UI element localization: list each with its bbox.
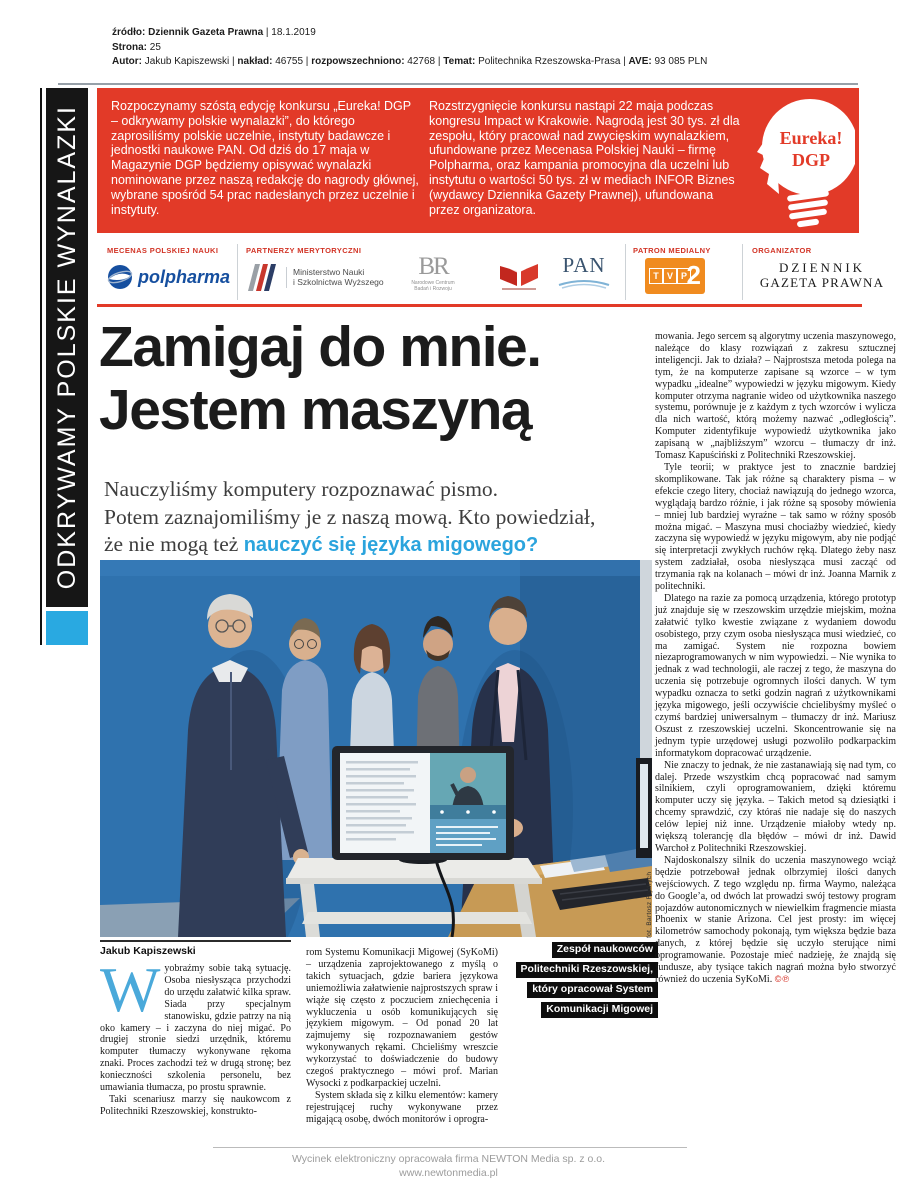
tvp-letter-p: P [677, 268, 691, 284]
series-sidebar [46, 88, 88, 607]
caption-line: który opracował System [470, 979, 658, 998]
body-paragraph: System składa się z kilku elementów: kamery rejestrującej ruchy wykonywane przez migającą osobę, dwóch monitorów i oprogra- [306, 1089, 498, 1125]
header-divider [58, 83, 858, 85]
tvp-letter-v: V [663, 268, 677, 284]
tvp2-logo [645, 258, 705, 294]
photo-caption [470, 939, 658, 1019]
drop-cap: W [100, 954, 161, 1025]
body-paragraph: mowania. Jego sercem są algorytmy uczenia maszynowego, należące do klasy rozwiązań z zakresu sztucznej inteligencji. Jak to działa? – Najprostsza metoda polega na tym, że na komputerze zapisane są wzorce – w tym wypadku „idealne” wypowiedzi w języku migowym. Kiedy komputer otrzyma nagranie wideo od użytkownika naszego systemu, porównuje je z każdym z tych wzorców i wylicza dla nich wartość, którą możemy nazwać „odległością”. Komputer zidentyfikuje wypowiedź użytkownika jako zapisaną w „najbliższym” wzorcu – tłumaczy dr inż. Tomasz Kapuściński z Politechniki Rzeszowskiej. [655, 331, 896, 462]
banner-prize-text: Rozstrzygnięcie konkursu nastąpi 22 maja podczas kongresu Impact w Krakowie. Nagrodą jest 30 tys. zł dla zespołu, który pracował nad zwycięskim wynalazkiem, ufundowane przez Mecenasa Polskiej Nauki – firmę Polpharma, oraz kampania promocyjna dla uczelni lub instytutu o wartości 50 tys. zł w mediach INFOR Biznes (wydawcy Dziennika Gazety Prawnej), ufundowana przez organizatora. [429, 99, 740, 217]
strip-divider [237, 244, 238, 300]
tvp-number-2: 2 [686, 260, 701, 290]
label-patron: PATRON MEDIALNY [633, 246, 711, 255]
contest-banner [97, 88, 859, 233]
standfirst [104, 476, 664, 560]
byline: Jakub Kapiszewski [100, 945, 196, 957]
meta-line-source: źródło: Dziennik Gazeta Prawna | 18.1.2019 [112, 27, 316, 38]
footer-line1: Wycinek elektroniczny opracowała firma NEWTON Media sp. z o.o. [291, 1153, 606, 1165]
ministry-name: Ministerstwo Nauki i Szkolnictwa Wyższego [286, 267, 384, 288]
body-paragraph: Tyle teorii; w praktyce jest to znacznie bardziej skomplikowane. Tak jak różne są charaktery pisma – w efekcie czego litery, chociaż nawiązują do jednego wzorca, wyglądają bardzo różnie, i jak różne są sposoby mówienia – mniej lub bardziej wyraźne – tak samo w różny sposób można migać. – Maszyna musi chociażby wiedzieć, kiedy zaczyna się wypowiedź w języku migowym, aby nie podjąć się interpretacji zwykłych ruchów ręką. Dlatego żeby nasz system zadziałał, osoba niesłysząca musi zacząć od trzymania rąk na kolanach – mówi dr inż. Joanna Marnik z politechniki. [655, 461, 896, 593]
partners-strip [97, 240, 885, 302]
pan-logo [555, 254, 613, 294]
article-photo [100, 560, 652, 937]
polpharma-logo [107, 264, 230, 290]
organizer-line2: GAZETA PRAWNA [759, 275, 885, 290]
banner-intro-text: Rozpoczynamy szóstą edycję konkursu „Eureka! DGP – odkrywamy polskie wynalazki”, do którego zaprosiliśmy polskie uczelnie, instytuty badawcze i jednostki naukowe PAN. Od dziś do 17 maja w Magazynie DGP będziemy opisywać wynalazki nominowane przez naszą redakcję do nagrody głównej, wybrane spośród 54 prac nadesłanych przez uczelnie i instytuty. [111, 99, 419, 217]
tvp-letter-t: T [649, 268, 663, 284]
article-column-3 [655, 331, 896, 1131]
body-paragraph: rom Systemu Komunikacji Migowej (SyKoMi) – urządzenia zaprojektowanego z myślą o takich sytuacjach, gdzie bariera językowa uniemożliwia załatwienie najprostszych spraw i wiąże się często z poczuciem zniechęcenia i wykluczenia u osób komunikujących się językiem migowym. – Od ponad 20 lat zajmujemy się rozpoznawaniem gestów wykonywanych rękami. Chcieliśmy wreszcie wykorzystać to doświadczenie do budowy czegoś praktycznego – mówi prof. Marian Wysocki z podkarpackiej uczelni. [306, 947, 498, 1089]
page-edge-line [40, 88, 42, 645]
standfirst-highlight: nauczyć się języka migowego? [243, 534, 539, 556]
ministry-logo [246, 262, 384, 292]
organizer-logo [752, 260, 892, 290]
headline [99, 316, 541, 442]
caption-line: Komunikacji Migowej [470, 999, 658, 1018]
body-paragraph: Dlatego na razie za pomocą urządzenia, którego prototyp już znajduje się w rzeszowskim urzędzie miejskim, można załatwić tylko kwestie związane z wydaniem dowodu osobistego, przy czym osoba niesłysząca musi wiedzieć, co ma zamigać. System nie rozpozna bowiem niezaprogramowanych w nim wypowiedzi. – Nie wynika to jednak z wad technologii, ale raczej z tego, że maszyna do uczenia się potrzebuje ogromnych ilości danych. W tym wypadku oznacza to setki godzin nagrań z użytkownikami języka migowego, jeśli oczywiście chcielibyśmy myśleć o czymś bardziej uniwersalnym – tłumaczy dr inż. Mariusz Oszust z rzeszowskiej uczelni. Skoncentrowanie się na jednym typie urzędowej usługi pozwoliło podkarpackim informatykom dopracować urządzenie. [655, 592, 896, 759]
institute-logo [493, 260, 545, 297]
article-column-1 [100, 954, 291, 1135]
end-marks: ©℗ [774, 973, 790, 984]
photo-credit: fot. Bartosz Frydrych [646, 871, 653, 938]
headline-line2: Jestem maszyną [99, 378, 532, 442]
caption-line: Politechniki Rzeszowskiej, [470, 959, 658, 978]
standfirst-line3: że nie mogą też nauczyć się języka migowego? [104, 532, 539, 556]
standfirst-line2: Potem zaznajomiliśmy je z naszą mową. Kto powiedział, [104, 504, 596, 529]
label-partnerzy: PARTNERZY MERYTORYCZNI [246, 246, 362, 255]
byline-rule [100, 940, 291, 942]
eureka-text: Eureka! [779, 128, 843, 148]
standfirst-line1: Nauczyliśmy komputery rozpoznawać pismo. [104, 477, 499, 501]
ncbr-logo [397, 254, 469, 292]
eureka-dgp-logo [755, 92, 855, 232]
globe-icon [107, 264, 133, 290]
footer [0, 1153, 897, 1180]
pan-swoosh-icon [556, 277, 612, 289]
meta-line-author: Autor: Jakub Kapiszewski | nakład: 46755 | rozpowszechniono: 42768 | Temat: Politechnika Rzeszowska-Prasa | AVE: 93 085 PLN [112, 56, 708, 67]
institute-icon [496, 260, 542, 292]
strip-divider [742, 244, 743, 300]
meta-line-page: Strona: 25 [112, 41, 161, 53]
red-divider [97, 304, 862, 307]
label-mecenas: MECENAS POLSKIEJ NAUKI [107, 246, 219, 255]
footer-line2: www.newtonmedia.pl [399, 1166, 498, 1179]
headline-line1: Zamigaj do mnie. [99, 315, 541, 379]
ministry-icon [246, 262, 280, 292]
pan-letters: PAN [562, 253, 606, 277]
clip-meta [112, 26, 882, 70]
body-paragraph: Najdoskonalszy silnik do uczenia maszynowego wciąż będzie potrzebował jednak olbrzymiej ilości danych wejściowych. Z tego względu np. firma Waymo, należąca do Google’a, od dwóch lat prowadzi swój testowy program pojazdów autonomicznych w niewielkim fragmencie miasta Phoenix w stanie Arizona. Cel jest prosty: im więcej kilometrów samochody pokonają, tym większa będzie baza danych, z której będzie się uczyło sterujące nimi oprogramowanie. Pozostaje mieć nadzieję, że znajdą się fundusze, aby tysiące takich nagrań można było stworzyć również do uczenia SyKoMi. ©℗ [655, 854, 896, 985]
sidebar-accent-square [46, 611, 88, 645]
body-paragraph: Wyobraźmy sobie taką sytuację. Osoba niesłysząca przychodzi do urzędu załatwić kilka spraw. Siada przy specjalnym stanowisku, gdzie patrzy na nią oko kamery – i zaczyna do niej migać. Po drugiej stronie siedzi urzędnik, któremu komputer tłumaczy wykonywane rękoma znaki. Proces zachodzi też w drugą stronę; bez konieczności szkolenia personelu, bez umawiania tłumacza, po prostu sprawnie. [100, 954, 291, 1094]
body-paragraph: Nie znaczy to jednak, że nie zastanawiają się nad tym, co dalej. Przede wszystkim chcą popracować nad samym silnikiem, czyli oprogramowaniem, dzięki któremu komputer uczy się języka. – Takich metod są dziesiątki i chcemy sprawdzić, czy któraś nie nadaje się do naszych celów lepiej niż inne. Urządzenie miałoby wtedy np. większą tolerancję dla błędów – mówi dr inż. Dawid Warchoł z Politechniki Rzeszowskiej. [655, 759, 896, 854]
ncbr-caption: Narodowe Centrum Badań i Rozwoju [411, 280, 455, 292]
caption-line: Zespół naukowców [470, 939, 658, 958]
organizer-line1: DZIENNIK [778, 260, 866, 275]
body-paragraph: Taki scenariusz marzy się naukowcom z Politechniki Rzeszowskiej, konstrukto- [100, 1093, 291, 1117]
dgp-text: DGP [792, 150, 830, 170]
article-column-2 [306, 947, 498, 1135]
series-sidebar-label: ODKRYWAMY POLSKIE WYNALAZKI [52, 105, 81, 590]
label-organizator: ORGANIZATOR [752, 246, 812, 255]
footer-rule [213, 1147, 687, 1148]
strip-divider [625, 244, 626, 300]
polpharma-wordmark: polpharma [138, 266, 231, 287]
ncbr-letters: BR [418, 253, 448, 280]
